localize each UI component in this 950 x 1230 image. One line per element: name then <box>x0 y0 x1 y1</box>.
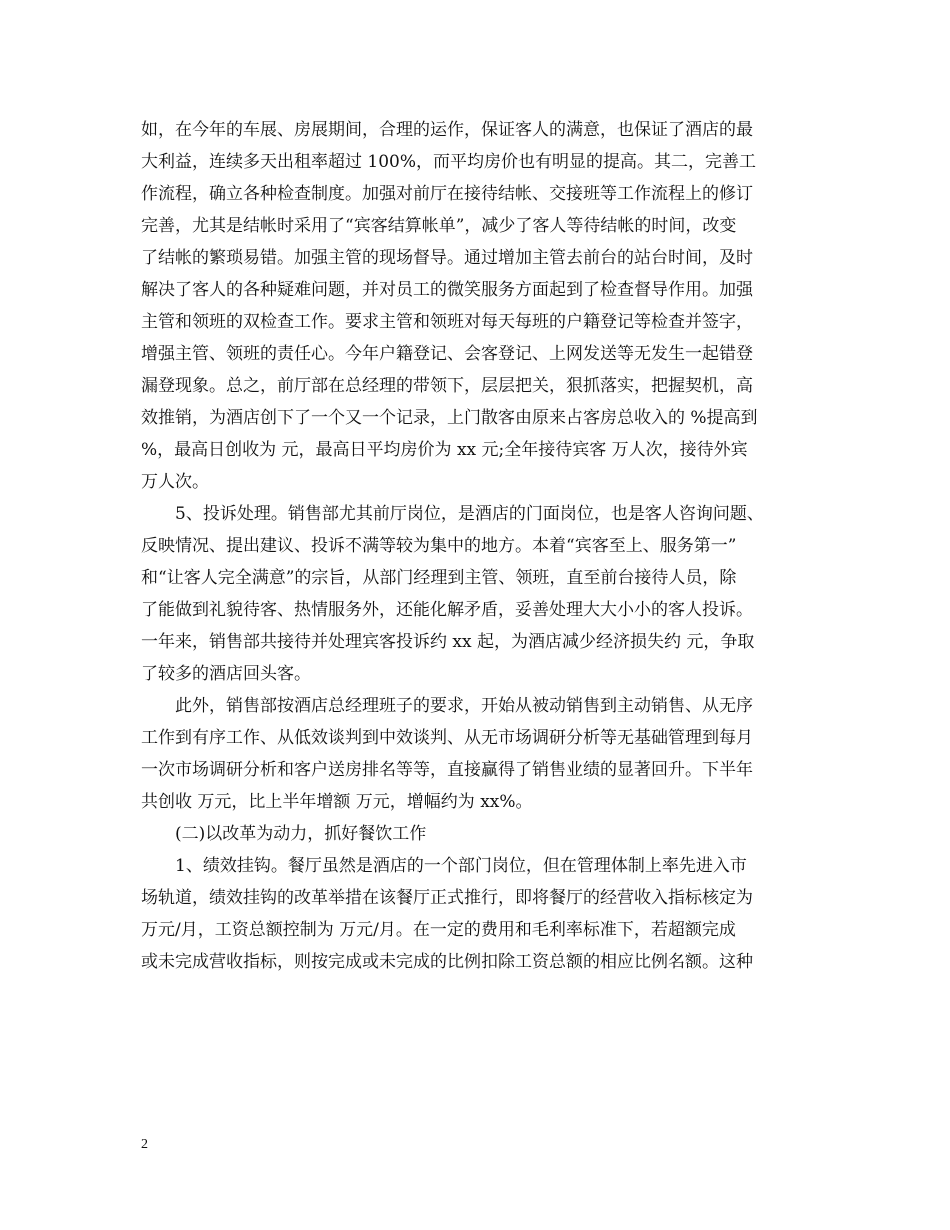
text-line: 如，在今年的车展、房展期间，合理的运作，保证客人的满意，也保证了酒店的最 <box>141 120 753 140</box>
document-body <box>141 114 813 978</box>
text-line: 了结帐的繁琐易错。加强主管的现场督导。通过增加主管去前台的站台时间，及时 <box>141 248 753 268</box>
text-line: 主管和领班的双检查工作。要求主管和领班对每天每班的户籍登记等检查并签字， <box>141 312 753 332</box>
text-line: 大利益，连续多天出租率超过 100%，而平均房价也有明显的提高。其二，完善工 <box>141 152 757 172</box>
text-line: 1、绩效挂钩。餐厅虽然是酒店的一个部门岗位，但在管理体制上率先进入市 <box>175 856 747 876</box>
text-line: 一年来，销售部共接待并处理宾客投诉约 xx 起，为酒店减少经济损失约 元，争取 <box>141 632 755 652</box>
text-line: 和“让客人完全满意”的宗旨，从部门经理到主管、领班，直至前台接待人员，除 <box>141 568 737 588</box>
text-line: 或未完成营收指标，则按完成或未完成的比例扣除工资总额的相应比例名额。这种 <box>141 952 753 972</box>
text-line: 了较多的酒店回头客。 <box>141 664 311 684</box>
text-line: 效推销，为酒店创下了一个又一个记录，上门散客由原来占客房总收入的 %提高到 <box>141 408 758 428</box>
text-line: 完善，尤其是结帐时采用了“宾客结算帐单”，减少了客人等待结帐的时间，改变 <box>141 216 737 236</box>
text-line: 了能做到礼貌待客、热情服务外，还能化解矛盾，妥善处理大大小小的客人投诉。 <box>141 600 753 620</box>
text-line: 万元/月，工资总额控制为 万元/月。在一定的费用和毛利率标准下，若超额完成 <box>141 920 736 940</box>
text-line: 万人次。 <box>141 472 209 492</box>
text-line: 解决了客人的各种疑难问题，并对员工的微笑服务方面起到了检查督导作用。加强 <box>141 280 753 300</box>
text-line: %，最高日创收为 元，最高日平均房价为 xx 元;全年接待宾客 万人次，接待外宾 <box>141 440 748 460</box>
text-line: 作流程，确立各种检查制度。加强对前厅在接待结帐、交接班等工作流程上的修订 <box>141 184 753 204</box>
text-line: 增强主管、领班的责任心。今年户籍登记、会客登记、上网发送等无发生一起错登 <box>141 344 753 364</box>
text-line: 5、投诉处理。销售部尤其前厅岗位，是酒店的门面岗位，也是客人咨询问题、 <box>175 504 764 524</box>
text-line: 反映情况、提出建议、投诉不满等较为集中的地方。本着“宾客至上、服务第一” <box>141 536 737 556</box>
text-line: 共创收 万元，比上半年增额 万元，增幅约为 xx%。 <box>141 792 533 812</box>
text-line: 漏登现象。总之，前厅部在总经理的带领下，层层把关，狠抓落实，把握契机，高 <box>141 376 753 396</box>
text-line: (二)以改革为动力，抓好餐饮工作 <box>175 824 427 844</box>
page-number: 2 <box>141 1137 148 1152</box>
text-line: 一次市场调研分析和客户送房排名等等，直接赢得了销售业绩的显著回升。下半年 <box>141 760 753 780</box>
text-line: 工作到有序工作、从低效谈判到中效谈判、从无市场调研分析等无基础管理到每月 <box>141 728 753 748</box>
text-line: 场轨道，绩效挂钩的改革举措在该餐厅正式推行，即将餐厅的经营收入指标核定为 <box>141 888 753 908</box>
text-line: 此外，销售部按酒店总经理班子的要求，开始从被动销售到主动销售、从无序 <box>175 696 753 716</box>
